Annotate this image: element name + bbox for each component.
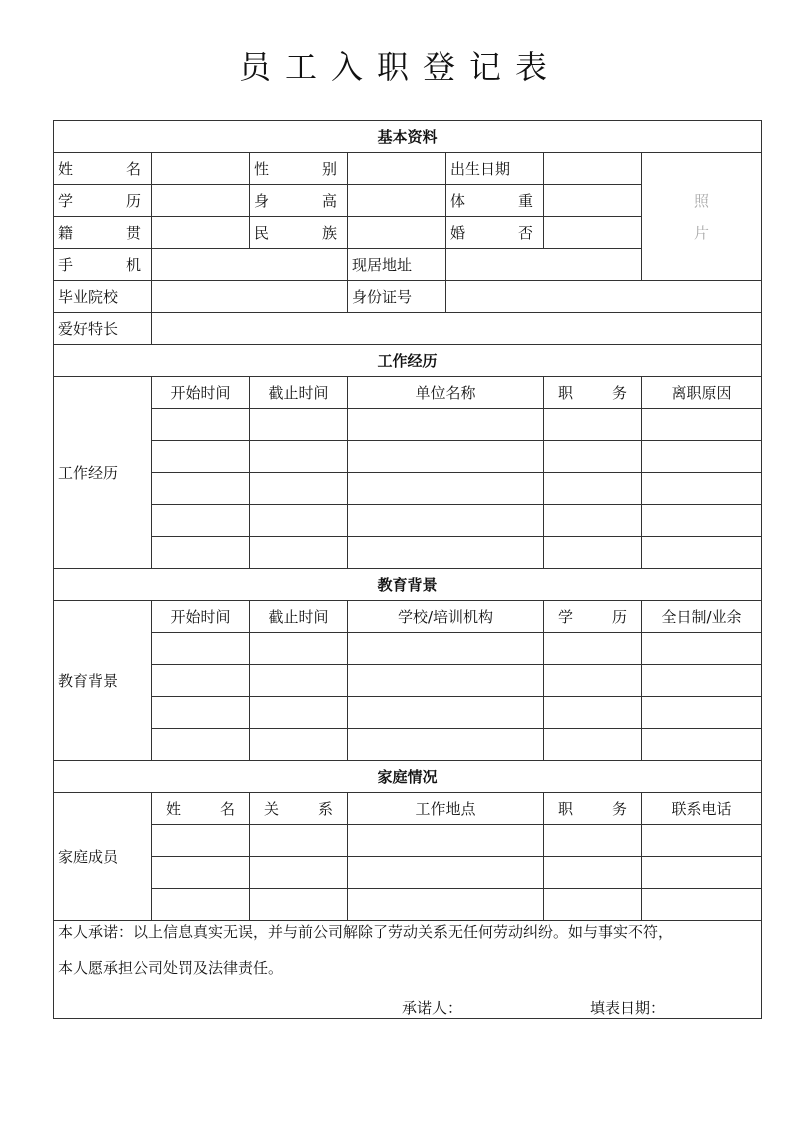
table-row bbox=[54, 537, 762, 569]
table-row bbox=[54, 441, 762, 473]
input-origin[interactable] bbox=[152, 217, 250, 249]
pledge-box bbox=[54, 921, 762, 1019]
label-weight: 体 重 bbox=[446, 185, 544, 217]
input-hobby[interactable] bbox=[152, 313, 762, 345]
input-weight[interactable] bbox=[544, 185, 642, 217]
input-height[interactable] bbox=[348, 185, 446, 217]
label-gender: 性 别 bbox=[250, 153, 348, 185]
work-header-company: 单位名称 bbox=[348, 377, 544, 409]
section-edu: 教育背景 bbox=[54, 569, 762, 601]
input-id-no[interactable] bbox=[446, 281, 762, 313]
label-school: 毕业院校 bbox=[54, 281, 152, 313]
table-row bbox=[54, 473, 762, 505]
page-title: 员工入职登记表 bbox=[238, 48, 561, 86]
input-education[interactable] bbox=[152, 185, 250, 217]
input-marital[interactable] bbox=[544, 217, 642, 249]
label-education: 学 历 bbox=[54, 185, 152, 217]
label-birth: 出生日期 bbox=[446, 153, 544, 185]
label-hobby: 爱好特长 bbox=[54, 313, 152, 345]
photo-box[interactable]: 照 片 bbox=[642, 153, 762, 281]
edu-header-school: 学校/培训机构 bbox=[348, 601, 544, 633]
work-side-label: 工作经历 bbox=[54, 377, 152, 569]
pledge-line-1: 本人承诺：以上信息真实无误，并与前公司解除了劳动关系无任何劳动纠纷。如与事实不符， bbox=[58, 923, 674, 941]
input-school[interactable] bbox=[152, 281, 348, 313]
input-name[interactable] bbox=[152, 153, 250, 185]
signature-row bbox=[58, 997, 757, 1018]
family-header-name: 姓 名 bbox=[152, 793, 250, 825]
label-id-no: 身份证号 bbox=[348, 281, 446, 313]
label-height: 身 高 bbox=[250, 185, 348, 217]
input-phone[interactable] bbox=[152, 249, 348, 281]
table-row bbox=[54, 505, 762, 537]
work-header-reason: 离职原因 bbox=[642, 377, 762, 409]
family-header-workplace: 工作地点 bbox=[348, 793, 544, 825]
input-gender[interactable] bbox=[348, 153, 446, 185]
family-header-relation: 关 系 bbox=[250, 793, 348, 825]
edu-header-mode: 全日制/业余 bbox=[642, 601, 762, 633]
edu-header-degree: 学 历 bbox=[544, 601, 642, 633]
input-address[interactable] bbox=[446, 249, 642, 281]
family-header-position: 职 务 bbox=[544, 793, 642, 825]
family-header-phone: 联系电话 bbox=[642, 793, 762, 825]
family-side-label: 家庭成员 bbox=[54, 793, 152, 921]
section-family: 家庭情况 bbox=[54, 761, 762, 793]
label-address: 现居地址 bbox=[348, 249, 446, 281]
work-header-position: 职 务 bbox=[544, 377, 642, 409]
table-row bbox=[54, 665, 762, 697]
edu-header-end: 截止时间 bbox=[250, 601, 348, 633]
table-row bbox=[54, 633, 762, 665]
table-row bbox=[54, 697, 762, 729]
table-row bbox=[54, 889, 762, 921]
work-header-start: 开始时间 bbox=[152, 377, 250, 409]
section-basic: 基本资料 bbox=[54, 121, 762, 153]
table-row bbox=[54, 857, 762, 889]
label-marital: 婚 否 bbox=[446, 217, 544, 249]
table-row bbox=[54, 825, 762, 857]
pledge-line-2: 本人愿承担公司处罚及法律责任。 bbox=[58, 959, 284, 977]
work-header-end: 截止时间 bbox=[250, 377, 348, 409]
registration-form bbox=[53, 120, 762, 1019]
label-origin: 籍 贯 bbox=[54, 217, 152, 249]
input-birth[interactable] bbox=[544, 153, 642, 185]
label-ethnic: 民 族 bbox=[250, 217, 348, 249]
signer-label: 承诺人： bbox=[402, 999, 463, 1017]
label-name: 姓 名 bbox=[54, 153, 152, 185]
edu-side-label: 教育背景 bbox=[54, 601, 152, 761]
table-row bbox=[54, 729, 762, 761]
edu-header-start: 开始时间 bbox=[152, 601, 250, 633]
table-row bbox=[54, 409, 762, 441]
section-work: 工作经历 bbox=[54, 345, 762, 377]
fill-date-label: 填表日期： bbox=[590, 999, 666, 1017]
input-ethnic[interactable] bbox=[348, 217, 446, 249]
label-phone: 手 机 bbox=[54, 249, 152, 281]
